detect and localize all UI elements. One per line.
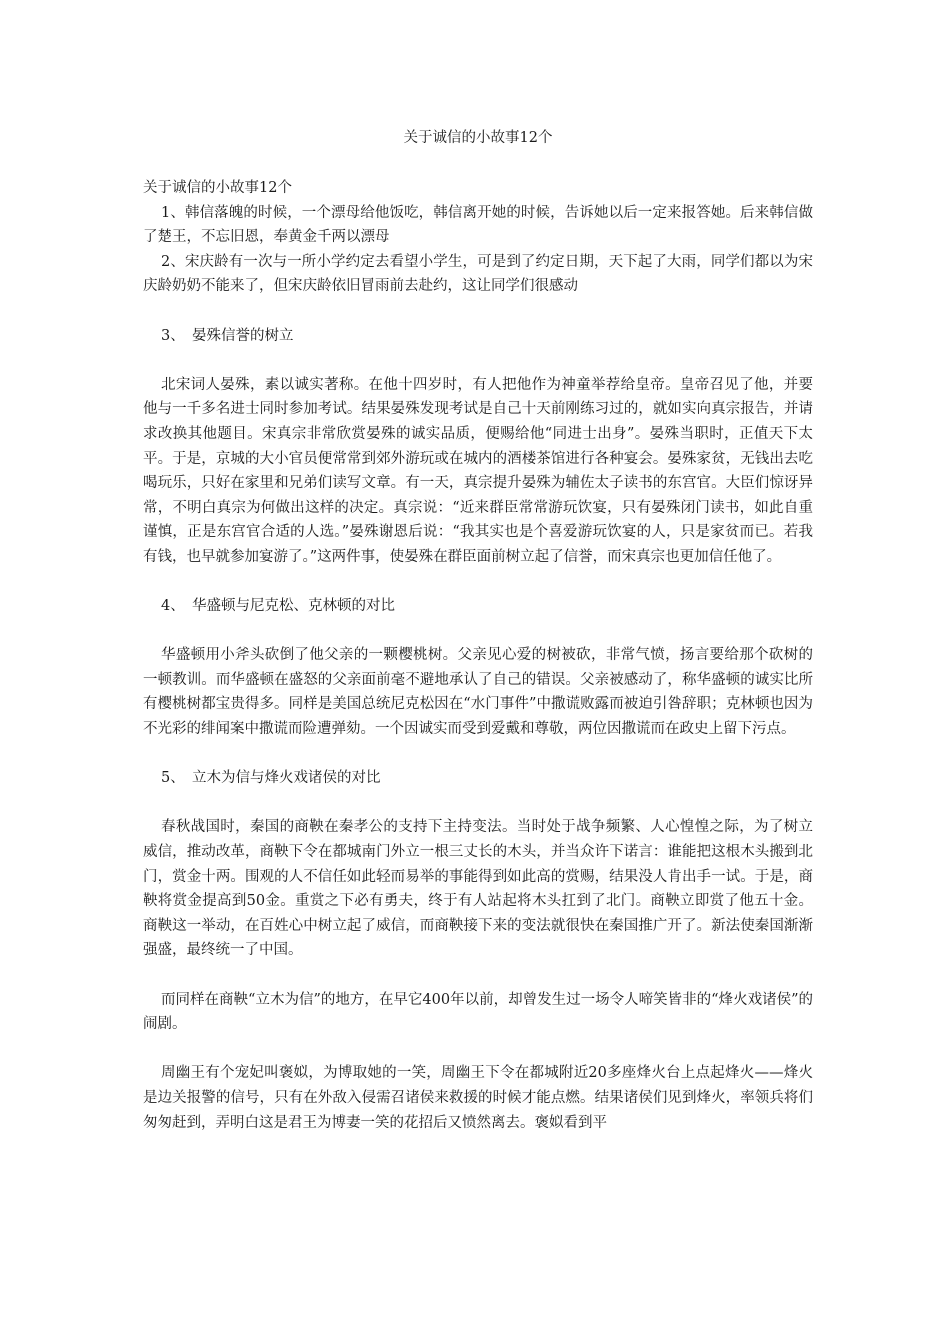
paragraph-gap xyxy=(143,619,813,644)
paragraph-gap xyxy=(143,299,813,324)
paragraph-7: 周幽王有个宠妃叫褒姒，为博取她的一笑，周幽王下令在都城附近20多座烽火台上点起烽火——烽火是边关报警的信号，只有在外敌入侵需召诸侯来救援的时候才能点燃。结果诸侯们见到烽火，率领兵将们匆匆赶到，弄明白这是君王为博妻一笑的花招后又愤然离去。褒姒看到平 xyxy=(143,1065,813,1131)
paragraph-gap xyxy=(143,791,813,816)
paragraph-gap xyxy=(143,348,813,373)
paragraph-4: 华盛顿用小斧头砍倒了他父亲的一颗樱桃树。父亲见心爱的树被砍，非常气愤，扬言要给那个砍树的一顿教训。而华盛顿在盛怒的父亲面前毫不避地承认了自己的错误。父亲被感动了，称华盛顿的诚实比所有樱桃树都宝贵得多。同样是美国总统尼克松因在“水门事件”中撒谎败露而被迫引咎辞职；克林顿也因为不光彩的绯闻案中撒谎而险遭弹劾。一个因诚实而受到爱戴和尊敬，两位因撒谎而在政史上留下污点。 xyxy=(143,647,813,738)
paragraph-gap xyxy=(143,570,813,595)
paragraph-2: 2、宋庆龄有一次与一所小学约定去看望小学生，可是到了约定日期，天下起了大雨，同学们都以为宋庆龄奶奶不能来了，但宋庆龄依旧冒雨前去赴约，这让同学们很感动 xyxy=(143,253,813,295)
paragraph-5: 春秋战国时，秦国的商鞅在秦孝公的支持下主持变法。当时处于战争频繁、人心惶惶之际，为了树立威信，推动改革，商鞅下令在都城南门外立一根三丈长的木头，并当众许下诺言：谁能把这根木头搬到北门，赏金十两。围观的人不信任如此轻而易举的事能得到如此高的赏赐，结果没人肯出手一试。于是，商鞅将赏金提高到50金。重赏之下必有勇夫，终于有人站起将木头扛到了北门。商鞅立即赏了他五十金。商鞅这一举动，在百姓心中树立起了威信，而商鞅接下来的变法就很快在秦国推广开了。新法使秦国渐渐强盛，最终统一了中国。 xyxy=(143,819,813,959)
section-heading-4: 4、 华盛顿与尼克松、克林顿的对比 xyxy=(161,598,395,615)
paragraph-gap xyxy=(143,1037,813,1062)
paragraph-3: 北宋词人晏殊，素以诚实著称。在他十四岁时，有人把他作为神童举荐给皇帝。皇帝召见了他，并要他与一千多名进士同时参加考试。结果晏殊发现考试是自己十天前刚练习过的，就如实向真宗报告，并请求改换其他题目。宋真宗非常欣赏晏殊的诚实品质，便赐给他“同进士出身”。晏殊当职时，正值天下太平。于是，京城的大小官员便常常到郊外游玩或在城内的酒楼茶馆进行各种宴会。晏殊家贫，无钱出去吃喝玩乐，只好在家里和兄弟们读写文章。有一天，真宗提升晏殊为辅佐太子读书的东宫官。大臣们惊讶异常，不明白真宗为何做出这样的决定。真宗说：“近来群臣常常游玩饮宴，只有晏殊闭门读书，如此自重谨慎，正是东宫官合适的人选。”晏殊谢恩后说：“我其实也是个喜爱游玩饮宴的人，只是家贫而已。若我有钱，也早就参加宴游了。”这两件事，使晏殊在群臣面前树立起了信誉，而宋真宗也更加信任他了。 xyxy=(143,376,813,565)
document-body xyxy=(143,176,813,1135)
section-heading-3: 3、 晏殊信誉的树立 xyxy=(161,327,294,344)
paragraph-gap xyxy=(143,963,813,988)
document-subtitle: 关于诚信的小故事12个 xyxy=(143,180,292,196)
document-title: 关于诚信的小故事12个 xyxy=(403,130,553,146)
paragraph-gap xyxy=(143,742,813,767)
section-heading-5: 5、 立木为信与烽火戏诸侯的对比 xyxy=(161,770,381,787)
paragraph-1: 1、韩信落魄的时候，一个漂母给他饭吃，韩信离开她的时候，告诉她以后一定来报答她。后来韩信做了楚王，不忘旧恩，奉黄金千两以漂母 xyxy=(143,204,813,246)
paragraph-6: 而同样在商鞅“立木为信”的地方，在早它400年以前，却曾发生过一场令人啼笑皆非的“烽火戏诸侯”的闹剧。 xyxy=(143,991,813,1033)
